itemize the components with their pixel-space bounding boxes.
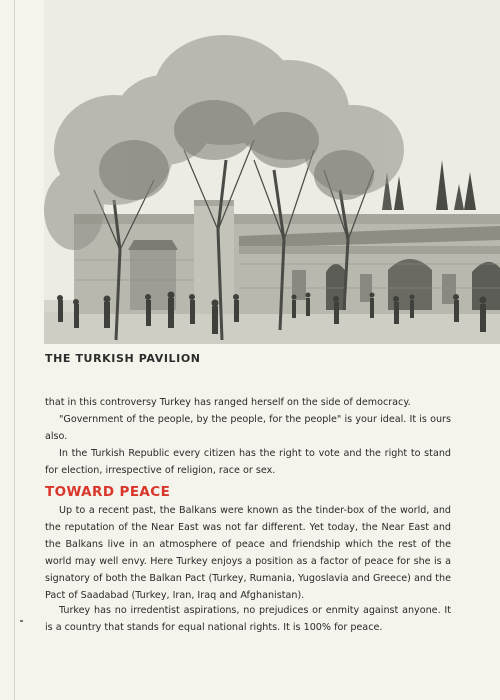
paragraph-text: "Government of the people, by the people, for the people" is your ideal. It is ours also. <box>45 414 451 442</box>
paragraph-text: that in this controversy Turkey has ranged herself on the side of democracy. <box>45 397 411 408</box>
paragraph-text: Up to a recent past, the Balkans were known as the tinder-box of the world, and the reputation of the Near East was not far different. Yet today, the Near East and the Balkans live in an atmosphere of peace and friendship which the rest of the world may well envy. Here Turkey enjoys a position as a factor of peace for she is a signatory of both the Balkan Pact (Turkey, Rumania, Yugoslavia and Greece) and the Pact of Saadabad (Turkey, Iran, Iraq and Afghanistan). <box>45 505 451 601</box>
paragraph-text: Turkey has no irredentist aspirations, no prejudices or enmity against anyone. It is a country that stands for equal national rights. It is 100% for peace. <box>45 605 451 633</box>
margin-mark <box>20 620 23 622</box>
section-heading: TOWARD PEACE <box>45 484 171 500</box>
paragraph-text: In the Turkish Republic every citizen has the right to vote and the right to stand for election, irrespective of religion, race or sex. <box>45 448 451 476</box>
body-paragraph <box>45 445 451 479</box>
body-paragraph <box>45 411 451 445</box>
pavilion-illustration <box>44 0 500 344</box>
body-paragraph <box>45 502 451 604</box>
body-paragraph <box>45 602 451 636</box>
illustration-caption: THE TURKISH PAVILION <box>45 352 201 365</box>
body-paragraph <box>45 394 451 411</box>
page-edge-rule <box>14 0 15 700</box>
